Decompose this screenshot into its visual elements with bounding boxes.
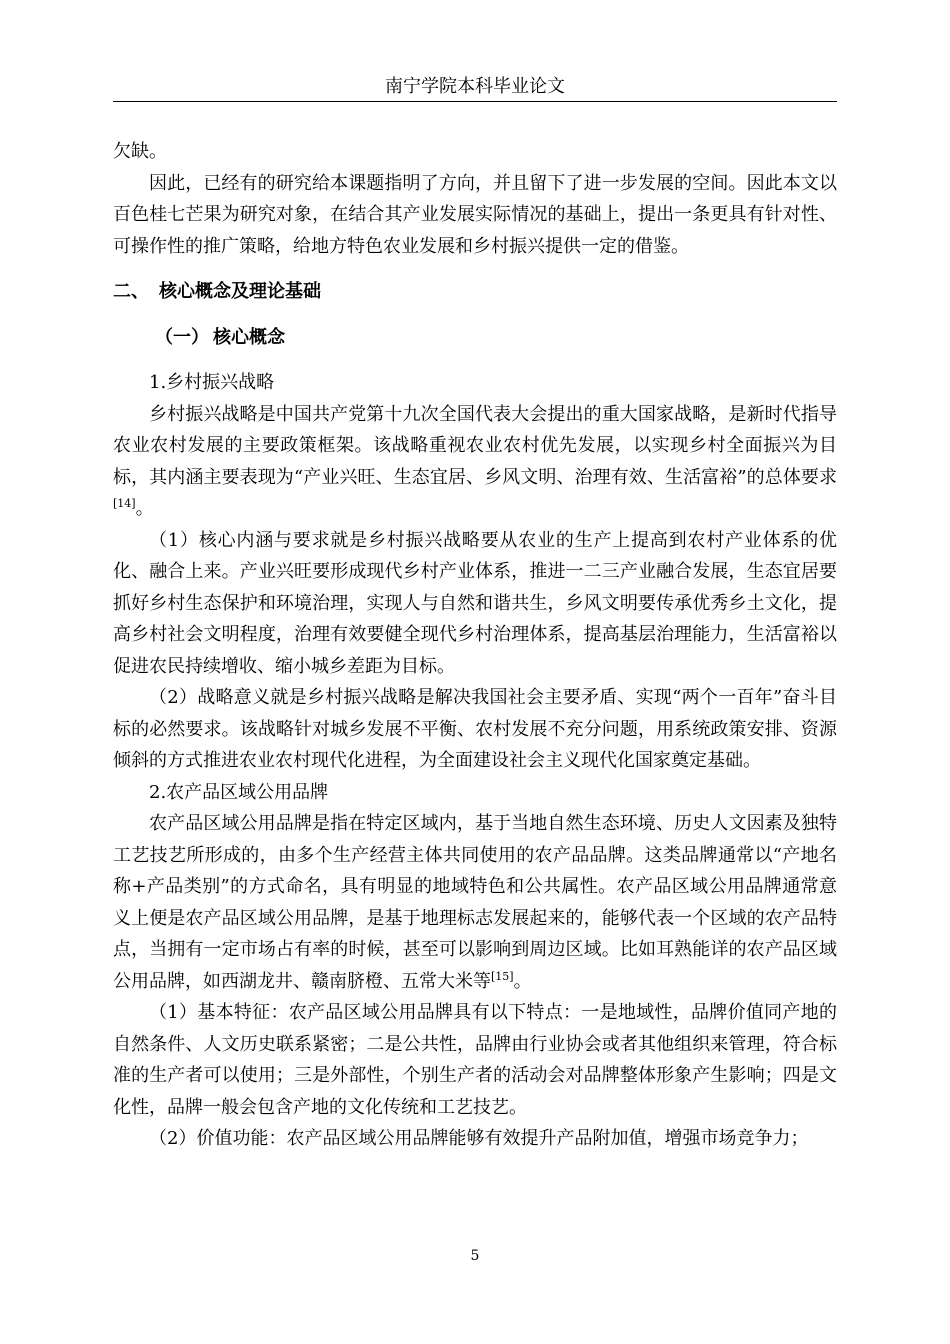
- item-title: 2.农产品区域公用品牌: [149, 781, 329, 803]
- paragraph: 因此，已经有的研究给本课题指明了方向，并且留下了进一步发展的空间。因此本文以百色桂七芒果为研究对象，在结合其产业发展实际情况的基础上，提出一条更具有针对性、可操作性的推广策略，给地方特色农业发展和乡村振兴提供一定的借鉴。: [113, 172, 837, 257]
- paragraph-text: 乡村振兴战略是中国共产党第十九次全国代表大会提出的重大国家战略，是新时代指导农业农村发展的主要政策框架。该战略重视农业农村优先发展，以实现乡村全面振兴为目标，其内涵主要表现为“产业兴旺、生态宜居、乡风文明、治理有效、生活富裕”的总体要求: [113, 403, 837, 488]
- section-heading: [113, 276, 837, 308]
- page-header: [113, 72, 837, 102]
- section-title: 核心概念及理论基础: [159, 281, 321, 302]
- header-rule: [113, 101, 837, 102]
- citation[interactable]: [14]: [113, 497, 136, 510]
- page-footer: [113, 1246, 837, 1266]
- paragraph: 欠缺。: [113, 141, 167, 162]
- paragraph: 乡村振兴战略是中国共产党第十九次全国代表大会提出的重大国家战略，是新时代指导农业农村发展的主要政策框架。该战略重视农业农村优先发展，以实现乡村全面振兴为目标，其内涵主要表现为“产业兴旺、生态宜居、乡风文明、治理有效、生活富裕”的总体要求[14]。: [113, 403, 837, 519]
- section-number: 二、: [113, 281, 149, 302]
- citation[interactable]: [15]: [491, 969, 514, 983]
- subsection-number: （一）: [155, 326, 209, 348]
- paragraph: （2）战略意义就是乡村振兴战略是解决我国社会主要矛盾、实现“两个一百年”奋斗目标的必然要求。该战略针对城乡发展不平衡、农村发展不充分问题，用系统政策安排、资源倾斜的方式推进农业农村现代化进程，为全面建设社会主义现代化国家奠定基础。: [113, 687, 837, 771]
- subsection-heading: [113, 322, 837, 354]
- subsection-title: 核心概念: [213, 326, 285, 348]
- paragraph-text: 农产品区域公用品牌是指在特定区域内，基于当地自然生态环境、历史人文因素及独特工艺技艺所形成的，由多个生产经营主体共同使用的农产品品牌。这类品牌通常以“产地名称+产品类别”的方式命名，具有明显的地域特色和公共属性。农产品区域公用品牌通常意义上便是农产品区域公用品牌，是基于地理标志发展起来的，能够代表一个区域的农产品特点，当拥有一定市场占有率的时候，甚至可以影响到周边区域。比如耳熟能详的农产品区域公用品牌，如西湖龙井、赣南脐橙、五常大米等: [113, 813, 837, 992]
- paragraph: 农产品区域公用品牌是指在特定区域内，基于当地自然生态环境、历史人文因素及独特工艺技艺所形成的，由多个生产经营主体共同使用的农产品品牌。这类品牌通常以“产地名称+产品类别”的方式命名，具有明显的地域特色和公共属性。农产品区域公用品牌通常意义上便是农产品区域公用品牌，是基于地理标志发展起来的，能够代表一个区域的农产品特点，当拥有一定市场占有率的时候，甚至可以影响到周边区域。比如耳熟能详的农产品区域公用品牌，如西湖龙井、赣南脐橙、五常大米等[15]。: [113, 813, 837, 992]
- item-title: 1.乡村振兴战略: [149, 372, 275, 393]
- paragraph: （1）核心内涵与要求就是乡村振兴战略要从农业的生产上提高到农村产业体系的优化、融合上来。产业兴旺要形成现代乡村产业体系，推进一二三产业融合发展，生态宜居要抓好乡村生态保护和环境治理，实现人与自然和谐共生，乡风文明要传承优秀乡土文化，提高乡村社会文明程度，治理有效要健全现代乡村治理体系，提高基层治理能力，生活富裕以促进农民持续增收、缩小城乡差距为目标。: [113, 529, 837, 677]
- main-content: [113, 136, 837, 1155]
- paragraph: （1）基本特征：农产品区域公用品牌具有以下特点：一是地域性，品牌价值同产地的自然条件、人文历史联系紧密；二是公共性，品牌由行业协会或者其他组织来管理，符合标准的生产者可以使用；三是外部性，个别生产者的活动会对品牌整体形象产生影响；四是文化性，品牌一般会包含产地的文化传统和工艺技艺。: [113, 1002, 837, 1118]
- header-title: 南宁学院本科毕业论文: [385, 76, 565, 97]
- page-number: 5: [470, 1248, 480, 1264]
- paragraph: （2）价值功能：农产品区域公用品牌能够有效提升产品附加值，增强市场竞争力；: [149, 1128, 809, 1149]
